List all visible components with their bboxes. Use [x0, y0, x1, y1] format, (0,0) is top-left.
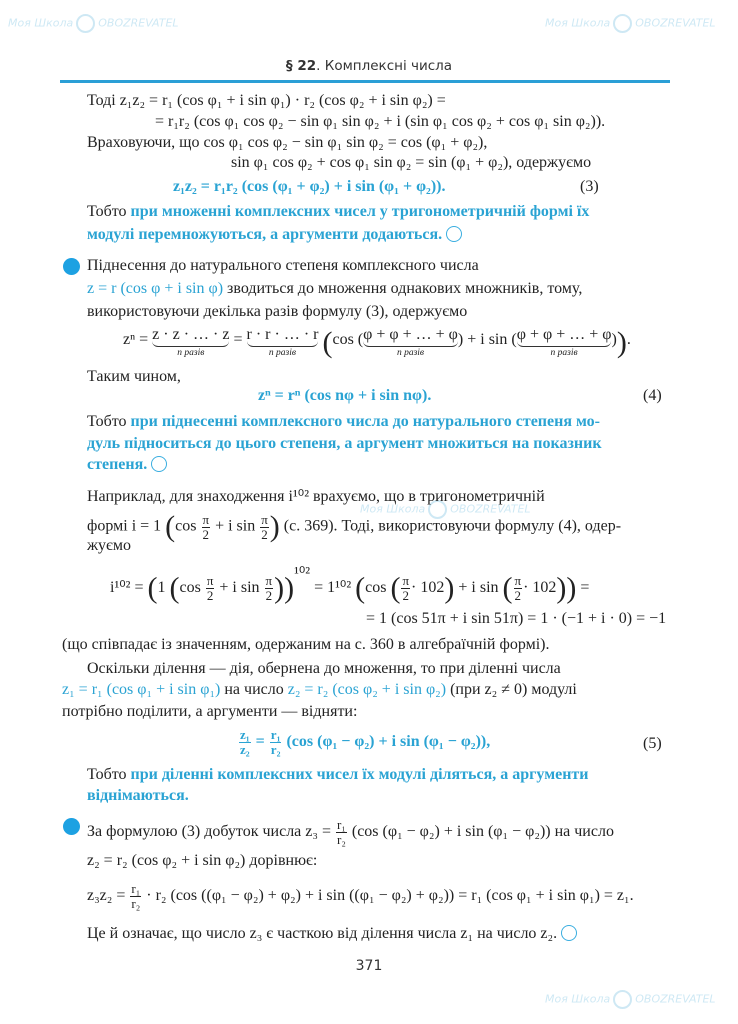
text-line: використовуючи декілька разів формулу (3), одержуємо: [87, 303, 468, 320]
denominator: r₂: [270, 742, 281, 757]
text-line: потрібно поділити, а аргументи — відняти:: [62, 703, 358, 720]
fraction: [202, 513, 211, 542]
text-line: Оскільки ділення — дія, обернена до множення, то при діленні числа: [87, 660, 561, 677]
equation-number: (4): [643, 387, 662, 404]
text: Тобто: [87, 766, 131, 783]
rule-text: [87, 226, 462, 244]
text-line: [87, 818, 614, 847]
text-line: Тоді z₁z₂ = r₁ (cos φ₁ + i sin φ₁) · r₂ (cos φ₂ + i sin φ₂) =: [87, 92, 446, 109]
paren: ): [616, 326, 627, 359]
text-line: [62, 681, 577, 699]
denominator: 2: [206, 587, 214, 603]
paren: (: [390, 571, 401, 605]
text: ) + i sin (: [457, 331, 517, 348]
text: zⁿ =: [123, 331, 153, 348]
text: За формулою (3) добуток числа z₃ =: [87, 823, 335, 841]
underbrace: [517, 326, 612, 359]
denominator: 2: [261, 526, 268, 542]
brace-label: n разів: [396, 348, 425, 358]
text: зводиться до множення однакових множників, тому,: [223, 280, 583, 297]
end-marker-icon: [151, 456, 167, 472]
text: Тобто: [87, 413, 131, 430]
denominator: z₂: [240, 742, 250, 757]
paren: ): [269, 510, 280, 543]
text: z₃z₂ =: [87, 887, 130, 905]
exponent: ¹⁰²: [294, 565, 311, 582]
paren: )): [556, 571, 577, 605]
fraction: [260, 513, 269, 542]
text: формі i = 1: [87, 517, 166, 535]
text: · 102: [523, 579, 557, 596]
fraction: [239, 728, 251, 757]
watermark-text: OBOZREVATEL: [98, 16, 179, 30]
highlight-text: при піднесенні комплексного числа до натурального степеня мо-: [130, 413, 600, 430]
numerator: π: [402, 572, 410, 588]
highlight-text: модулі перемножуються, а аргументи додаються.: [87, 226, 443, 243]
formula-i102: [110, 563, 589, 605]
watermark: [545, 14, 716, 33]
denominator: r₂: [131, 896, 141, 911]
end-marker-icon: [446, 226, 462, 242]
formula-result: = 1 (cos 51π + i sin 51π) = 1 · (−1 + i · 0) = −1: [366, 610, 667, 627]
highlight-text: дуль підноситься до цього степеня, а аргумент множиться на показник: [87, 435, 602, 452]
numerator: r₁: [270, 727, 281, 742]
numerator: π: [206, 572, 214, 588]
denominator: 2: [265, 587, 273, 603]
text: + i sin: [215, 579, 264, 596]
text-line: [87, 280, 582, 298]
highlight-text: віднімаються.: [87, 787, 189, 804]
watermark-text: Моя Школа: [545, 992, 611, 1006]
rule-text: [87, 435, 602, 453]
text-line: Наприклад, для знаходження i¹⁰² врахуємо, що в тригонометричній: [87, 488, 545, 505]
paren: (: [169, 571, 180, 605]
watermark-logo-icon: [613, 990, 632, 1009]
formula-3: z₁z₂ = r₁r₂ (cos (φ₁ + φ₂) + i sin (φ₁ + φ₂)).: [173, 178, 446, 195]
text-line: Піднесення до натурального степеня комплексного числа: [87, 257, 479, 274]
text-line: Враховуючи, що cos φ₁ cos φ₂ − sin φ₁ sin φ₂ = cos (φ₁ + φ₂),: [87, 134, 488, 151]
paren: ): [444, 571, 455, 605]
paren: (: [147, 571, 158, 605]
text: + i sin: [454, 579, 503, 596]
fraction: [401, 574, 410, 603]
numerator: π: [265, 572, 273, 588]
watermark-logo-icon: [76, 14, 95, 33]
running-header: [0, 58, 738, 74]
formula-5: [238, 728, 490, 757]
text: · 102: [411, 579, 445, 596]
text: Це й означає, що число z₃ є часткою від ділення числа z₁ на число z₂.: [87, 925, 558, 942]
numerator: z₁: [240, 727, 250, 742]
text: (cos (φ₁ − φ₂) + i sin (φ₁ − φ₂)) на число: [347, 823, 614, 841]
watermark-text: OBOZREVATEL: [635, 16, 716, 30]
text: =: [251, 733, 269, 751]
paren: )): [274, 571, 295, 605]
denominator: r₂: [336, 832, 346, 847]
underbrace: [247, 326, 319, 359]
text-line: sin φ₁ cos φ₂ + cos φ₁ sin φ₂ = sin (φ₁ + φ₂), одержуємо: [231, 154, 592, 171]
text-line: жуємо: [87, 537, 132, 554]
watermark-text: Моя Школа: [545, 16, 611, 30]
text: (при z₂ ≠ 0) модулі: [446, 681, 577, 698]
fraction: [206, 574, 215, 603]
highlight-text: степеня.: [87, 456, 148, 473]
rule-text: [87, 203, 589, 221]
paren: (: [355, 571, 366, 605]
watermark-text: Моя Школа: [8, 16, 74, 30]
numerator: r₁: [131, 881, 141, 896]
rule-text: [87, 413, 600, 431]
text: i¹⁰² =: [110, 579, 148, 596]
rule-text: [87, 766, 589, 784]
rule-text: [87, 456, 167, 474]
text: cos: [175, 517, 201, 535]
bullet-icon: [63, 258, 80, 275]
watermark-text: OBOZREVATEL: [450, 502, 531, 516]
text-line: = r₁r₂ (cos φ₁ cos φ₂ − sin φ₁ sin φ₂ + i (sin φ₁ cos φ₂ + cos φ₁ sin φ₂)).: [155, 113, 606, 130]
watermark: [545, 990, 716, 1009]
section-title: . Комплексні числа: [316, 58, 453, 74]
brace-label: n разів: [268, 348, 297, 358]
text-line: Таким чином,: [87, 368, 181, 385]
denominator: 2: [402, 587, 409, 603]
text: cos: [365, 579, 391, 596]
highlight-formula: z₁ = r₁ (cos φ₁ + i sin φ₁): [62, 681, 221, 698]
denominator: 2: [202, 526, 210, 542]
bullet-icon: [63, 818, 80, 835]
text: + i sin: [211, 517, 260, 535]
numerator: r₁: [336, 817, 346, 832]
paren: (: [165, 510, 176, 543]
text-line: (що співпадає із значенням, одержаним на с. 360 в алгебраїчній формі).: [62, 636, 550, 653]
text: 1: [157, 579, 170, 596]
text: · r₂ (cos ((φ₁ − φ₂) + φ₂) + i sin ((φ₁ − φ₂) + φ₂)) = r₁ (cos φ₁ + i sin φ₁) = z₁.: [142, 887, 634, 905]
text: (c. 369). Тоді, використовуючи формулу (4), одер-: [279, 517, 622, 535]
text: =: [576, 579, 590, 596]
rule-text: [87, 787, 189, 805]
header-rule: [60, 80, 670, 83]
brace-label: n разів: [177, 348, 205, 358]
numerator: π: [514, 572, 522, 588]
equation-number: (3): [580, 178, 599, 195]
fraction: [265, 574, 274, 603]
highlight-text: при діленні комплексних чисел їх модулі діляться, а аргументи: [130, 766, 589, 783]
end-marker-icon: [561, 925, 577, 941]
text: =: [229, 331, 247, 348]
formula-power: zⁿ = z · z · … · z n разів = r · r · … · r n разів (cos ( φ + φ + … + φ n разів ) + i sin ( φ + φ + … + φ n разів )).: [123, 326, 631, 359]
text: cos (: [332, 331, 364, 348]
text: Тобто: [87, 203, 131, 220]
fraction: [514, 574, 523, 603]
highlight-text: при множенні комплексних чисел у тригонометричній формі їх: [130, 203, 590, 220]
brace-label: n разів: [550, 348, 578, 358]
text-line: [87, 510, 621, 544]
page-number: 371: [355, 958, 383, 974]
underbrace: [363, 326, 458, 359]
fraction: [336, 818, 347, 847]
text-line: z₂ = r₂ (cos φ₂ + i sin φ₂) дорівнює:: [87, 852, 318, 869]
text: (cos (φ₁ − φ₂) + i sin (φ₁ − φ₂)),: [282, 733, 491, 751]
text: φ + φ + … + φ: [517, 326, 612, 347]
text: r · r · … · r: [247, 326, 319, 347]
numerator: π: [261, 511, 268, 527]
text: z · z · … · z: [152, 326, 229, 347]
highlight-formula: z = r (cos φ + i sin φ): [87, 280, 224, 297]
paren: (: [502, 571, 513, 605]
text-line: [87, 925, 577, 943]
underbrace: [152, 326, 229, 359]
watermark-text: Моя Школа: [360, 502, 426, 516]
fraction: [130, 882, 141, 911]
watermark-text: OBOZREVATEL: [635, 992, 716, 1006]
denominator: 2: [514, 587, 522, 603]
text: на число: [220, 681, 288, 698]
equation-number: (5): [643, 735, 662, 752]
watermark: [8, 14, 179, 33]
highlight-formula: z₂ = r₂ (cos φ₂ + i sin φ₂): [287, 681, 447, 698]
text: = 1¹⁰²: [310, 579, 356, 596]
fraction: [270, 728, 282, 757]
text: φ + φ + … + φ: [363, 326, 458, 347]
text: cos: [179, 579, 205, 596]
text: ): [611, 331, 617, 348]
paren: (: [322, 326, 333, 359]
numerator: π: [202, 511, 210, 527]
section-number: § 22: [285, 58, 317, 74]
formula-check: [87, 882, 634, 911]
watermark-logo-icon: [613, 14, 632, 33]
formula-4: zⁿ = rⁿ (cos nφ + i sin nφ).: [258, 387, 432, 404]
